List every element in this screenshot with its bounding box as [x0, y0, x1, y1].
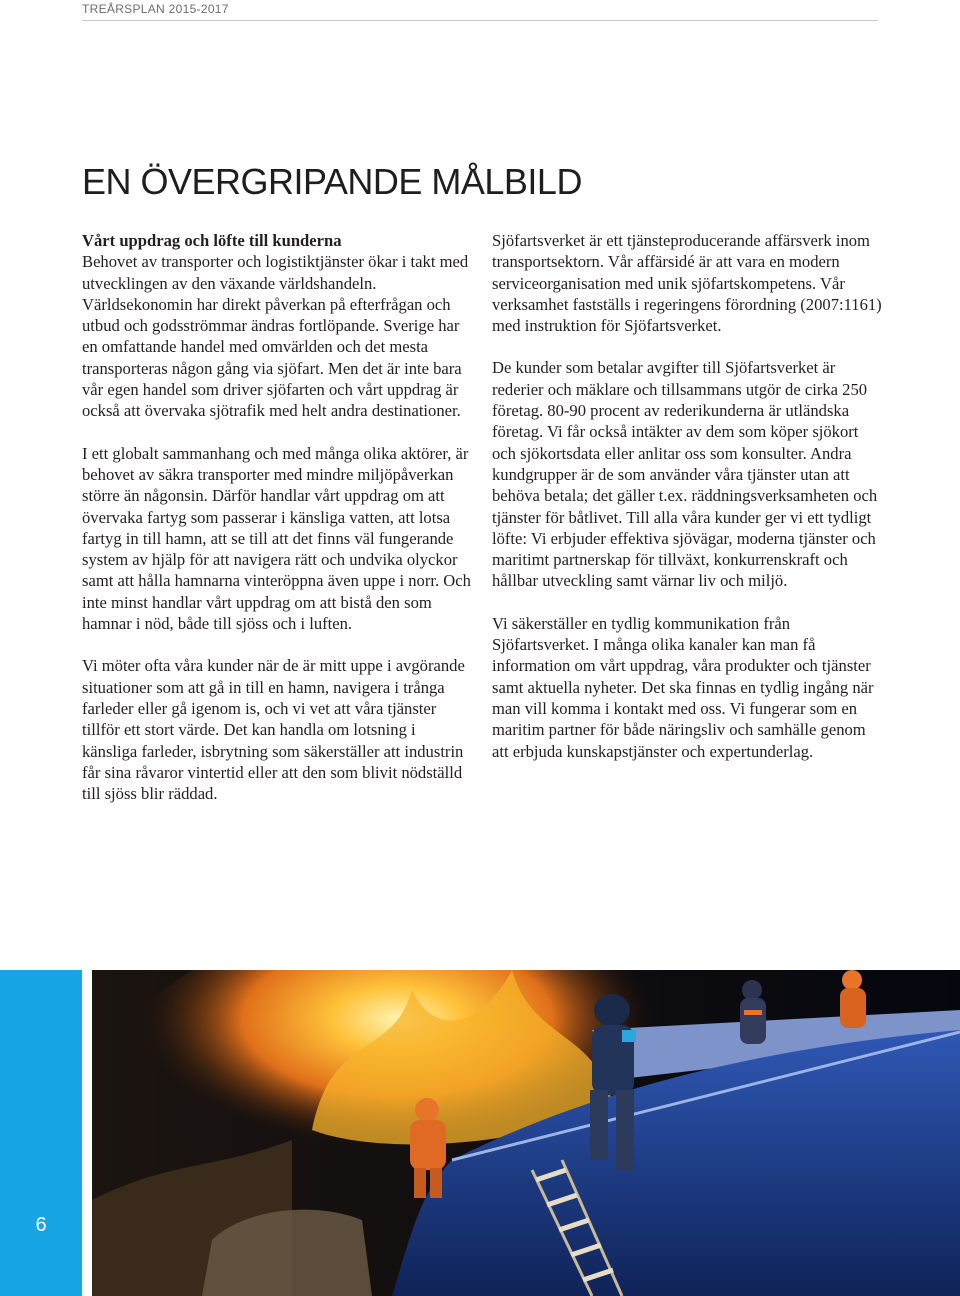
right-paragraph-3: Vi säkerställer en tydlig kommunikation från Sjöfartsverket. I många olika kanaler kan man få information om vårt uppdrag, våra produkter och tjänster samt aktuella nyheter. Det ska finnas en tydlig ingång när man vill komma i kontakt med oss. Vi fungerar som en maritim partner för både näringsliv och samhälle genom att erbjuda kunskapstjänster och expertunderlag. — [492, 613, 874, 761]
left-paragraph-2: I ett globalt sammanhang och med många olika aktörer, är behovet av säkra transporter med mindre miljöpåverkan större än någonsin. Därför handlar vårt uppdrag om att övervaka fartyg som passerar i känsliga vatten, att lotsa fartyg in till hamn, att se till att det finns väl fungerande system av hjälp för att navigera rätt och undvika olyckor samt att hålla hamnarna vinteröppna även uppe i norr. Och inte minst handlar vårt uppdrag om att bistå den som hamnar i nöd, både till sjöss och i luften. — [82, 443, 471, 634]
left-paragraph-1 — [82, 230, 472, 422]
left-paragraph-1-text: Behovet av transporter och logistiktjänster ökar i takt med utvecklingen av den växande världshandeln. Världsekonomin har direkt påverkan på efterfrågan och utbud och godsströmmar ändras fortlöpande. Sverige har en omfattande handel med omvärlden och det mesta transporteras någon gång via sjöfart. Men det är inte bara vår egen handel som driver sjöfarten och vårt uppdrag är också att övervaka sjötrafik med helt andra destinationer. — [82, 252, 469, 421]
page-title: EN ÖVERGRIPANDE MÅLBILD — [82, 161, 582, 202]
running-header: TREÅRSPLAN 2015-2017 — [82, 2, 229, 16]
header-rule — [82, 20, 878, 21]
page-number: 6 — [35, 1214, 47, 1236]
right-paragraph-1: Sjöfartsverket är ett tjänsteproducerande affärsverk inom transportsektorn. Vår affärsidé är att vara en modern serviceorganisation med unik sjöfartskompetens. Vår verksamhet fastställs i regeringens förordning (2007:1161) med instruktion för Sjöfartsverket. — [492, 231, 882, 336]
ship-rescue-photo — [92, 970, 960, 1296]
left-paragraph-3: Vi möter ofta våra kunder när de är mitt uppe i avgörande situationer som att gå in till en hamn, navigera i trånga farleder eller gå igenom is, och vi vet att våra tjänster tillför ett stort värde. Det kan handla om lotsning i känsliga farleder, isbrytning som säkerställer att industrin får sina råvaror vintertid eller att den som blivit nödställd till sjöss blir räddad. — [82, 656, 465, 804]
right-paragraph-2: De kunder som betalar avgifter till Sjöfartsverket är rederier och mäklare och tillsammans utgör de cirka 250 företag. 80-90 procent av rederikunderna är utländska företag. Vi får också intäkter av dem som köper sjökort och sjökortsdata eller anlitar oss som konsulter. Andra kundgrupper är de som använder våra tjänster utan att behöva betala; det gäller t.ex. räddningsverksamheten och tjänster för båtlivet. Till alla våra kunder ger vi ett tydligt löfte: Vi erbjuder effektiva sjövägar, moderna tjänster och maritimt partnerskap för tillväxt, konkurrenskraft och hållbar utveckling samt värnar liv och miljö. — [492, 358, 878, 591]
ship-rescue-illustration — [92, 970, 960, 1296]
blue-side-bar — [0, 970, 82, 1296]
section-subheading: Vårt uppdrag och löfte till kunderna — [82, 231, 342, 250]
left-column — [82, 230, 472, 825]
right-column — [492, 230, 882, 783]
